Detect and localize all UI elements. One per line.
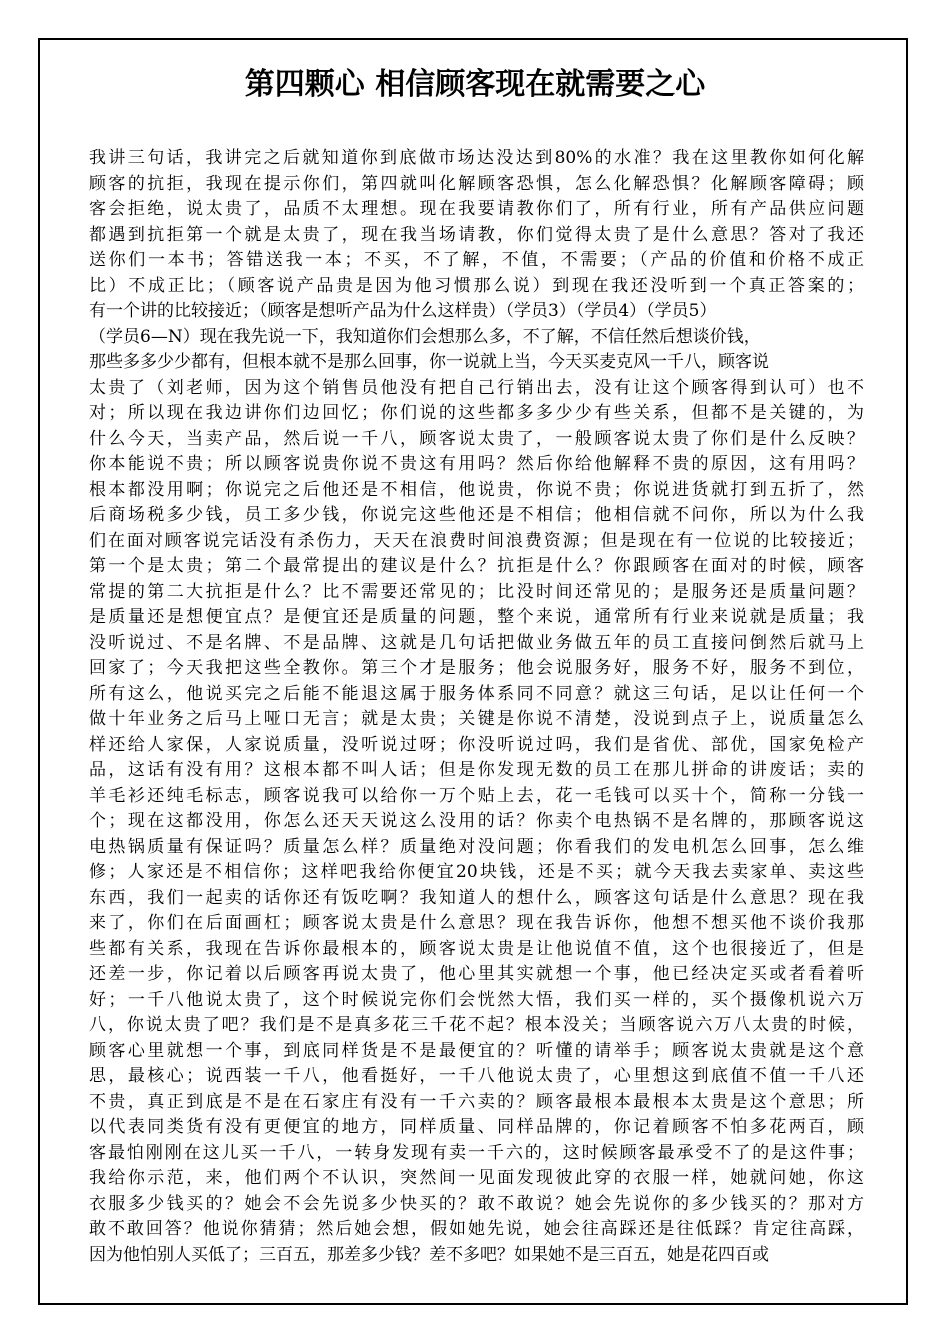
- text-line: 太贵了（刘老师，因为这个销售员他没有把自己行销出去，没有让这个顾客得到认可）也不: [89, 377, 864, 398]
- text-line: 做十年业务之后马上哑口无言；就是太贵；关键是你说不清楚，没说到点子上，说质量怎么: [89, 709, 864, 729]
- text-line: 样还给人家保，人家说质量，没听说过呀；你没听说过吗，我们是省优、部优，国家免检产: [89, 734, 864, 755]
- text-line: 有一个讲的比较接近；（顾客是想听产品为什么这样贵）（学员3）（学员4）（学员5）: [89, 301, 717, 321]
- text-line: 你本能说不贵；所以顾客说贵你说不贵这有用吗？然后你给他解释不贵的原因，这有用吗？: [89, 454, 864, 474]
- text-line: 客最怕刚刚在这儿买一千八，一转身发现有卖一千六的，这时候顾客最承受不了的是这件事；: [89, 1142, 864, 1163]
- text-line: 修；人家还是不相信你；这样吧我给你便宜20块钱，还是不买；就今天我去卖家单、卖这些: [89, 862, 864, 882]
- text-line: 敢不敢回答？他说你猜猜；然后她会想，假如她先说，她会往高踩还是往低踩？肯定往高踩，: [89, 1219, 864, 1239]
- text-line: 顾客的抗拒，我现在提示你们，第四就叫化解顾客恐惧，怎么化解恐惧？化解顾客障碍；顾: [89, 173, 864, 194]
- text-line: 什么今天，当卖产品，然后说一千八，顾客说太贵了，一般顾客说太贵了你们是什么反映？: [89, 428, 864, 449]
- text-line: 八，你说太贵了吧？我们是不是真多花三千花不起？根本没关；当顾客说六万八太贵的时候，: [89, 1015, 864, 1035]
- text-line: 是质量还是想便宜点？是便宜还是质量的问题，整个来说，通常所有行业来说就是质量；我: [89, 607, 864, 627]
- text-line: 根本都没用啊；你说完之后他还是不相信，他说贵，你说不贵；你说进货就打到五折了，然: [89, 479, 864, 500]
- text-line: 后商场税多少钱，员工多少钱，你说完这些他还是不相信；他相信就不问你，所以为什么我: [89, 505, 864, 525]
- text-line: 羊毛衫还纯毛标志，顾客说我可以给你一万个贴上去，花一毛钱可以买十个，简称一分钱一: [89, 785, 864, 806]
- text-line: 好；一千八他说太贵了，这个时候说完你们会恍然大悟，我们买一样的，买个摄像机说六万: [89, 989, 864, 1010]
- text-line: 衣服多少钱买的？她会不会先说多少快买的？敢不敢说？她会先说你的多少钱买的？那对方: [89, 1193, 864, 1214]
- text-line: 品，这话有没有用？这根本都不叫人话；但是你发现无数的员工在那儿拼命的讲废话；卖的: [89, 760, 864, 780]
- text-line: 因为他怕别人买低了；三百五，那差多少钱？差不多吧？如果她不是三百五，她是花四百或: [89, 1244, 769, 1265]
- text-line: 来了，你们在后面画杠；顾客说太贵是什么意思？现在我告诉你，他想不想买他不谈价我那: [89, 913, 864, 933]
- text-line: 不贵，真正到底是不是在石家庄有没有一千六卖的？顾客最根本最根本太贵是这个意思；所: [89, 1091, 864, 1112]
- text-line: 们在面对顾客说完话没有杀伤力，天天在浪费时间浪费资源；但是现在有一位说的比较接近；: [89, 530, 864, 551]
- text-line: 比）不成正比；（顾客说产品贵是因为他习惯那么说）到现在我还没听到一个真正答案的；: [89, 275, 864, 296]
- body-text: [89, 146, 864, 1268]
- text-line: 思，最核心；说西装一千八，他看挺好，一千八他说太贵了，心里想这到底值不值一千八还: [89, 1066, 864, 1086]
- text-line: 客会拒绝，说太贵了，品质不太理想。现在我要请教你们了，所有行业，所有产品供应问题: [89, 199, 864, 219]
- text-line: 些都有关系，我现在告诉你最根本的，顾客说太贵是让他说值不值，这个也很接近了，但是: [89, 938, 864, 959]
- text-line: 个；现在这都没用，你怎么还天天说这么没用的话？你卖个电热锅不是名牌的，那顾客说这: [89, 811, 864, 831]
- text-line: 还差一步，你记着以后顾客再说太贵了，他心里其实就想一个事，他已经决定买或者看着听: [89, 964, 864, 984]
- text-line: 第一个是太贵；第二个最常提出的建议是什么？抗拒是什么？你跟顾客在面对的时候，顾客: [89, 556, 864, 576]
- text-line: （学员6—N）现在我先说一下，我知道你们会想那么多，不了解，不信任然后想谈价钱，: [89, 326, 761, 347]
- text-line: 对；所以现在我边讲你们边回忆；你们说的这些都多多少少有些关系，但都不是关键的，为: [89, 403, 864, 423]
- text-line: 没听说过、不是名牌、不是品牌、这就是几句话把做业务做五年的员工直接问倒然后就马上: [89, 632, 864, 653]
- text-line: 顾客心里就想一个事，到底同样货是不是最便宜的？听懂的请举手；顾客说太贵就是这个意: [89, 1040, 864, 1061]
- text-line: 电热锅质量有保证吗？质量怎么样？质量绝对没问题；你看我们的发电机怎么回事，怎么维: [89, 836, 864, 857]
- text-line: 回家了；今天我把这些全教你。第三个才是服务；他会说服务好，服务不好，服务不到位，: [89, 658, 864, 678]
- text-line: 所有这么，他说买完之后能不能退这属于服务体系同不同意？就这三句话，足以让任何一个: [89, 683, 864, 704]
- text-line: 我讲三句话，我讲完之后就知道你到底做市场达没达到80%的水准？我在这里教你如何化解: [89, 148, 864, 168]
- text-line: 东西，我们一起卖的话你还有饭吃啊？我知道人的想什么，顾客这句话是什么意思？现在我: [89, 887, 864, 908]
- text-line: 都遇到抗拒第一个就是太贵了，现在我当场请教，你们觉得太贵了是什么意思？答对了我还: [89, 224, 864, 245]
- text-line: 常提的第二大抗拒是什么？比不需要还常见的；比没时间还常见的；是服务还是质量问题？: [89, 581, 864, 602]
- page-title: 第四颗心 相信顾客现在就需要之心: [244, 67, 706, 102]
- text-line: 送你们一本书；答错送我一本；不买，不了解，不值，不需要；（产品的价值和价格不成正: [89, 250, 864, 270]
- text-line: 那些多多少少都有，但根本就不是那么回事，你一说就上当，今天买麦克风一千八，顾客说: [89, 352, 769, 372]
- text-line: 以代表同类货有没有更便宜的地方，同样质量、同样品牌的，你记着顾客不怕多花两百，顾: [89, 1117, 864, 1137]
- text-line: 我给你示范，来，他们两个不认识，突然间一见面发现彼此穿的衣服一样，她就问她，你这: [89, 1168, 864, 1188]
